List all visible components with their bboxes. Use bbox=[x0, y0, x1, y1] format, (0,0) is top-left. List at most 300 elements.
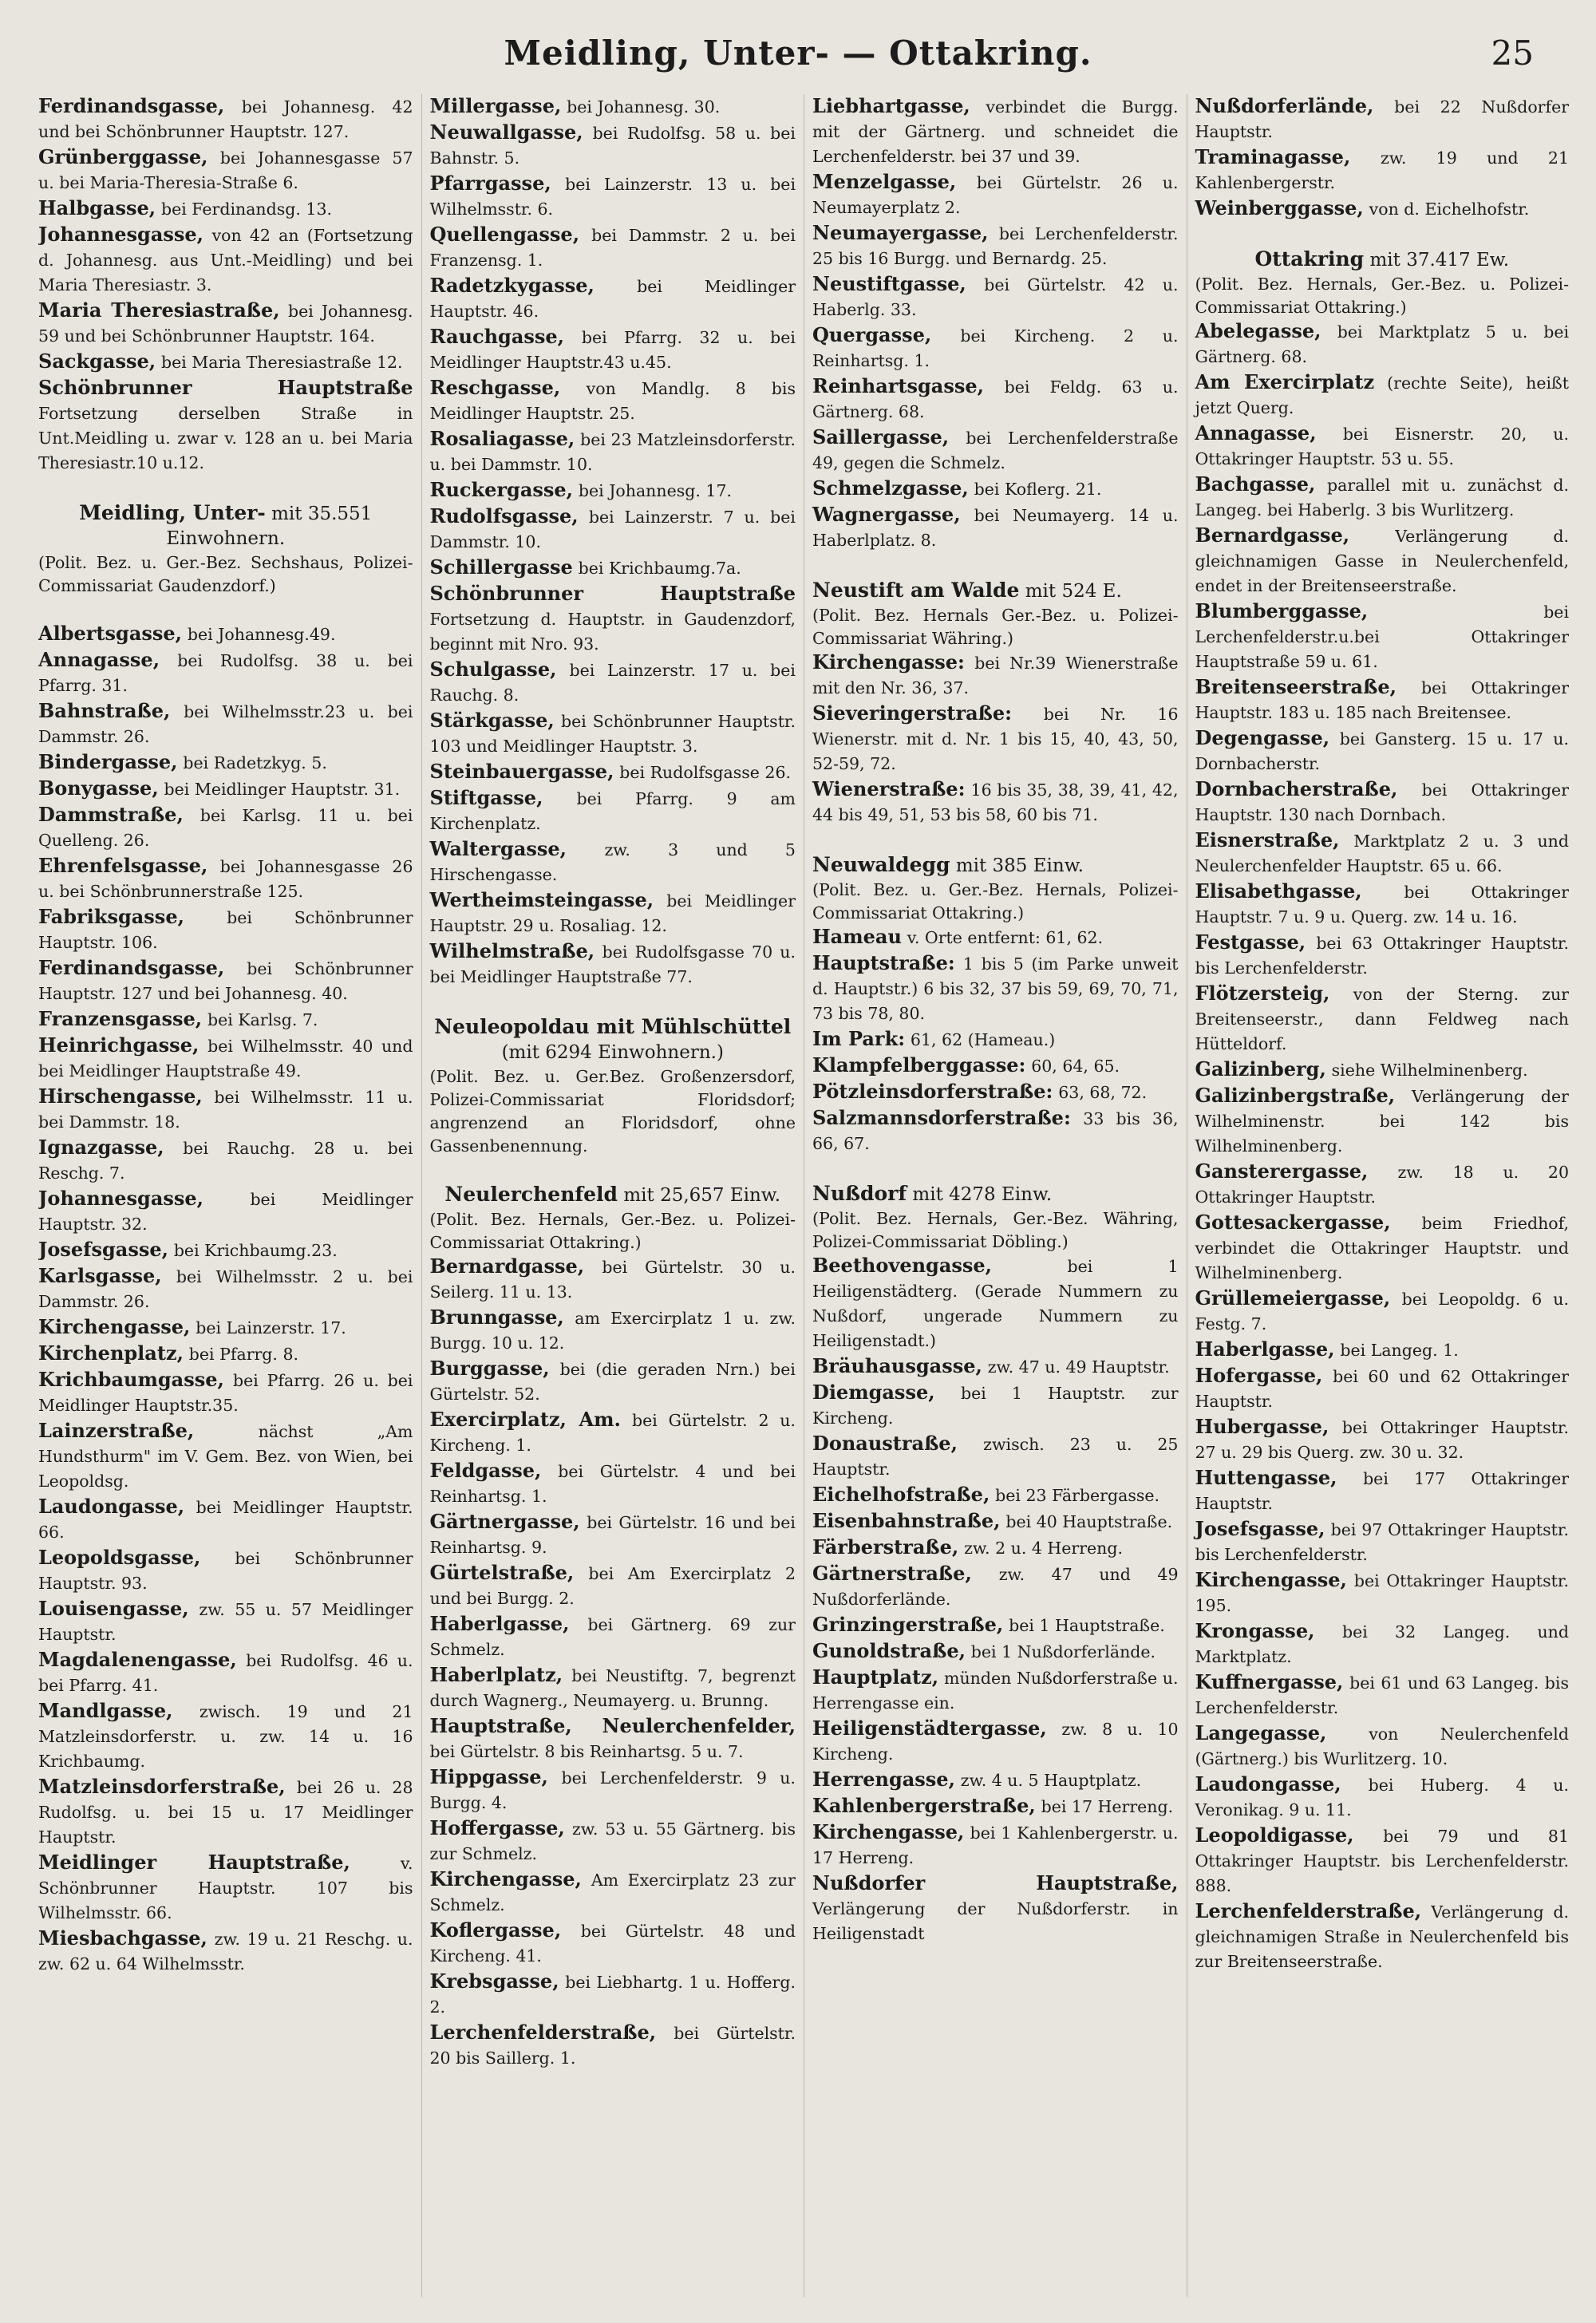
street-entry bbox=[38, 776, 413, 802]
street-entry bbox=[1195, 319, 1570, 369]
street-entry bbox=[812, 1354, 1179, 1380]
street-entry bbox=[430, 1510, 796, 1560]
street-name: Eichelhofstraße, bbox=[812, 1483, 990, 1506]
street-name: Reinhartsgasse, bbox=[812, 374, 985, 397]
street-location: bei Gürtelstr. 30 u. Seilerg. 11 u. 13. bbox=[429, 1258, 796, 1302]
street-name: Hoffergasse, bbox=[429, 1816, 565, 1839]
street-location: bei Schönbrunner Hauptstr. 93. bbox=[38, 1549, 413, 1593]
street-entry bbox=[38, 1546, 413, 1596]
spacer bbox=[812, 554, 1179, 578]
street-name: Stiftgasse, bbox=[429, 786, 543, 809]
street-location: (rechte Seite), heißt jetzt Querg. bbox=[1195, 373, 1569, 417]
street-entry bbox=[38, 1033, 413, 1084]
district-name: Neuwaldegg bbox=[812, 853, 950, 876]
street-name: Hauptplatz, bbox=[812, 1665, 939, 1689]
street-location: Fortsetzung derselben Straße in Unt.Meidling u. zwar v. 128 an u. bei Maria Theresiastr.10 u.12. bbox=[38, 404, 413, 472]
street-name: Brunngasse, bbox=[429, 1306, 564, 1329]
street-name: Lerchenfelderstraße, bbox=[429, 2021, 657, 2044]
street-location: bei (die geraden Nrn.) bei Gürtelstr. 52. bbox=[429, 1360, 796, 1404]
street-location: bei Pfarrg. 8. bbox=[188, 1345, 299, 1364]
street-entry bbox=[38, 1238, 413, 1263]
street-name: Bachgasse, bbox=[1195, 472, 1316, 496]
street-name: Haberlgasse, bbox=[1195, 1337, 1335, 1361]
street-entry bbox=[38, 1648, 413, 1698]
street-entry bbox=[1195, 196, 1570, 222]
street-name: Steinbauergasse, bbox=[429, 760, 614, 783]
street-name: Salzmannsdorferstraße: bbox=[812, 1106, 1071, 1129]
street-entry bbox=[812, 1509, 1179, 1535]
street-entry bbox=[1195, 726, 1570, 776]
street-entry bbox=[430, 888, 796, 938]
street-name: Neuwallgasse, bbox=[429, 120, 583, 144]
street-name: Färberstraße, bbox=[812, 1535, 959, 1559]
page-header bbox=[0, 34, 1596, 81]
street-location: am Exercirplatz 1 u. zw. Burgg. 10 u. 12. bbox=[429, 1309, 796, 1353]
street-location: siehe Wilhelminenberg. bbox=[1331, 1061, 1528, 1080]
street-name: Gürtelstraße, bbox=[429, 1561, 575, 1584]
street-location: bei 1 Heiligenstädterg. (Gerade Nummern zu Nußdorf, ungerade Nummern zu Heiligenstadt.) bbox=[812, 1257, 1179, 1350]
street-entry bbox=[38, 94, 413, 144]
street-location: Verlängerung d. gleichnamigen Gasse in Neulerchenfeld, endet in der Breitenseerstraße. bbox=[1195, 527, 1569, 595]
street-name: Kirchengasse, bbox=[1195, 1568, 1347, 1591]
street-entry bbox=[1195, 1211, 1570, 1286]
street-location: bei Koflerg. 21. bbox=[974, 480, 1102, 499]
street-name: Klampfelberggasse: bbox=[812, 1053, 1026, 1077]
street-entry bbox=[38, 376, 413, 476]
street-name: Gärtnerstraße, bbox=[812, 1562, 972, 1585]
street-entry bbox=[1195, 1517, 1570, 1567]
street-name: Rudolfsgasse, bbox=[429, 504, 579, 527]
street-location: beim Friedhof, verbindet die Ottakringer Hauptstr. und Wilhelminenberg. bbox=[1195, 1214, 1569, 1282]
street-entry bbox=[812, 1053, 1179, 1079]
district-population: mit 4278 Einw. bbox=[912, 1184, 1053, 1205]
street-name: Kirchengasse, bbox=[812, 1820, 965, 1843]
street-location: bei Johannesg. 59 und bei Schönbrunner Hauptstr. 164. bbox=[38, 302, 413, 346]
street-entry bbox=[812, 1106, 1179, 1156]
street-entry bbox=[430, 1867, 796, 1918]
street-location: Fortsetzung d. Hauptstr. in Gaudenzdorf, beginnt mit Nro. 93. bbox=[429, 610, 796, 654]
street-name: Haberlplatz, bbox=[429, 1663, 563, 1686]
street-location: 60, 64, 65. bbox=[1031, 1057, 1120, 1076]
street-name: Wagnergasse, bbox=[812, 503, 961, 526]
street-name: Gunoldstraße, bbox=[812, 1639, 966, 1662]
spacer bbox=[430, 990, 796, 1014]
street-entry bbox=[812, 1483, 1179, 1508]
street-entry bbox=[430, 376, 796, 426]
district-heading bbox=[38, 500, 413, 551]
street-entry bbox=[38, 1699, 413, 1774]
street-location: bei 1 Nußdorferlände. bbox=[970, 1642, 1156, 1661]
street-location: bei Gürtelstr. 4 und bei Reinhartsg. 1. bbox=[429, 1462, 796, 1506]
street-name: Hubergasse, bbox=[1195, 1415, 1329, 1438]
street-entry bbox=[38, 1851, 413, 1926]
street-location: bei Krichbaumg.23. bbox=[173, 1241, 338, 1260]
street-name: Sackgasse, bbox=[38, 350, 156, 373]
district-note: (Polit. Bez. u. Ger.-Bez. Sechshaus, Polizei-Commissariat Gaudenzdorf.) bbox=[38, 553, 413, 595]
street-entry bbox=[1195, 982, 1570, 1057]
street-location: bei Liebhartg. 1 u. Hofferg. 2. bbox=[429, 1973, 796, 2017]
street-entry bbox=[1195, 145, 1570, 196]
street-name: Menzelgasse, bbox=[812, 170, 957, 193]
street-entry bbox=[430, 1357, 796, 1407]
street-location: von Neulerchenfeld (Gärtnerg.) bis Wurlitzerg. 10. bbox=[1195, 1724, 1569, 1768]
street-name: Neustiftgasse, bbox=[812, 272, 966, 295]
street-name: Abelegasse, bbox=[1195, 319, 1321, 342]
street-name: Rosaliagasse, bbox=[429, 427, 575, 450]
street-entry bbox=[38, 145, 413, 196]
street-location: bei Johannesgasse 57 u. bei Maria-Theresia-Straße 6. bbox=[38, 148, 413, 192]
street-entry bbox=[38, 1084, 413, 1135]
street-entry bbox=[1195, 472, 1570, 523]
street-entry bbox=[430, 555, 796, 581]
street-name: Karlsgasse, bbox=[38, 1264, 162, 1287]
street-entry bbox=[430, 939, 796, 990]
street-name: Schulgasse, bbox=[429, 658, 557, 681]
street-location: bei Radetzkyg. 5. bbox=[183, 753, 327, 772]
street-location: bei 1 Hauptstraße. bbox=[1009, 1616, 1165, 1635]
street-location: bei Meidlinger Hauptstr. 66. bbox=[38, 1498, 413, 1542]
street-name: Beethovengasse, bbox=[812, 1254, 993, 1277]
street-entry bbox=[1195, 1619, 1570, 1669]
street-location: bei Gürtelstr. 42 u. Haberlg. 33. bbox=[812, 275, 1179, 319]
street-name: Albertsgasse, bbox=[38, 622, 183, 645]
street-name: Heiligenstädtergasse, bbox=[812, 1717, 1047, 1740]
street-name: Matzleinsdorferstraße, bbox=[38, 1775, 286, 1798]
street-location: bei Rudolfsg. 46 u. bei Pfarrg. 41. bbox=[38, 1651, 413, 1695]
street-name: Millergasse, bbox=[429, 94, 562, 117]
street-entry bbox=[38, 854, 413, 904]
street-location: bei Maria Theresiastraße 12. bbox=[160, 353, 403, 372]
street-entry bbox=[430, 1408, 796, 1458]
street-location: bei Gürtelstr. 2 u. Kircheng. 1. bbox=[429, 1411, 796, 1455]
street-location: bei Gürtelstr. 48 und Kircheng. 41. bbox=[429, 1922, 796, 1965]
street-entry bbox=[812, 272, 1179, 322]
street-name: Grünberggasse, bbox=[38, 145, 208, 168]
street-location: bei Ottakringer Hauptstr. 195. bbox=[1195, 1571, 1569, 1615]
street-entry bbox=[1195, 1286, 1570, 1337]
street-name: Burggasse, bbox=[429, 1357, 550, 1380]
street-location: bei Johannesg. 17. bbox=[578, 481, 733, 500]
street-location: bei Schönbrunner Hauptstr. 127 und bei Johannesg. 40. bbox=[38, 959, 413, 1003]
district-heading bbox=[812, 852, 1179, 879]
district-heading bbox=[1195, 247, 1570, 273]
street-name: Schmelzgasse, bbox=[812, 476, 969, 500]
street-location: bei Pfarrg. 32 u. bei Meidlinger Hauptstr.43 u.45. bbox=[429, 328, 796, 372]
street-location: bei Neustiftg. 7, begrenzt durch Wagnerg., Neumayerg. u. Brunng. bbox=[429, 1666, 796, 1710]
street-location: bei 40 Hauptstraße. bbox=[1005, 1512, 1173, 1531]
street-entry bbox=[1195, 1899, 1570, 1974]
street-location: zw. 47 u. 49 Hauptstr. bbox=[987, 1357, 1170, 1377]
street-entry bbox=[1195, 828, 1570, 879]
street-name: Krongasse, bbox=[1195, 1619, 1315, 1642]
street-location: bei Gärtnerg. 69 zur Schmelz. bbox=[429, 1615, 796, 1659]
street-name: Johannesgasse, bbox=[38, 223, 204, 246]
street-entry bbox=[38, 1187, 413, 1237]
street-entry bbox=[812, 1794, 1179, 1819]
street-entry bbox=[812, 1562, 1179, 1612]
street-location: bei Ottakringer Hauptstr. 130 nach Dornbach. bbox=[1195, 780, 1569, 824]
street-name: Hirschengasse, bbox=[38, 1084, 203, 1108]
street-name: Huttengasse, bbox=[1195, 1466, 1337, 1489]
street-entry bbox=[38, 1315, 413, 1341]
street-location: bei Pfarrg. 9 am Kirchenplatz. bbox=[429, 789, 796, 833]
street-name: Nußdorfer Hauptstraße, bbox=[812, 1871, 1179, 1894]
street-entry bbox=[430, 837, 796, 887]
street-entry bbox=[430, 1306, 796, 1356]
street-location: bei Lainzerstr. 17. bbox=[196, 1318, 346, 1337]
street-location: zw. 53 u. 55 Gärtnerg. bis zur Schmelz. bbox=[429, 1819, 796, 1863]
street-location: bei Nr.39 Wienerstraße mit den Nr. 36, 37. bbox=[812, 654, 1179, 697]
street-entry bbox=[812, 1613, 1179, 1638]
street-name: Traminagasse, bbox=[1195, 145, 1351, 168]
street-name: Heinrichgasse, bbox=[38, 1033, 200, 1057]
street-name: Galizinberg, bbox=[1195, 1057, 1326, 1081]
street-name: Radetzkygasse, bbox=[429, 274, 595, 297]
street-entry bbox=[430, 1254, 796, 1305]
street-entry bbox=[430, 1918, 796, 1969]
district-name: Neustift am Walde bbox=[812, 579, 1020, 602]
street-location: zw. 19 u. 21 Reschg. u. zw. 62 u. 64 Wilhelmsstr. bbox=[38, 1930, 413, 1973]
street-entry bbox=[38, 1007, 413, 1033]
street-name: Lerchenfelderstraße, bbox=[1195, 1899, 1422, 1922]
street-location: bei Ottakringer Hauptstr. 183 u. 185 nach Breitensee. bbox=[1195, 678, 1569, 722]
district-heading bbox=[812, 1181, 1179, 1207]
street-entry bbox=[1195, 1823, 1570, 1898]
street-name: Weinberggasse, bbox=[1195, 196, 1364, 219]
street-entry bbox=[812, 1871, 1179, 1946]
street-entry bbox=[38, 905, 413, 955]
district-population: mit 25,657 Einw. bbox=[623, 1185, 781, 1206]
street-name: Meidlinger Hauptstraße, bbox=[38, 1851, 350, 1874]
street-entry bbox=[812, 503, 1179, 553]
street-entry bbox=[38, 196, 413, 222]
spacer bbox=[38, 476, 413, 500]
street-location: v. Orte entfernt: 61, 62. bbox=[907, 928, 1104, 947]
street-name: Krebsgasse, bbox=[429, 1969, 559, 1993]
street-name: Pötzleinsdorferstraße: bbox=[812, 1080, 1053, 1103]
street-location: bei Langeg. 1. bbox=[1340, 1341, 1459, 1360]
street-location: bei Johannesgasse 26 u. bei Schönbrunnerstraße 125. bbox=[38, 857, 413, 901]
street-name: Rauchgasse, bbox=[429, 325, 565, 348]
street-location: zw. 4 u. 5 Hauptplatz. bbox=[960, 1771, 1142, 1790]
street-name: Franzensgasse, bbox=[38, 1007, 203, 1030]
street-name: Wienerstraße: bbox=[812, 777, 966, 800]
street-name: Degengasse, bbox=[1195, 726, 1330, 749]
street-name: Laudongasse, bbox=[38, 1495, 185, 1518]
street-name: Gansterergasse, bbox=[1195, 1160, 1369, 1183]
street-name: Quellengasse, bbox=[429, 223, 580, 246]
street-entry bbox=[38, 699, 413, 749]
street-name: Am Exercirplatz bbox=[1195, 370, 1375, 393]
street-location: bei Schönbrunner Hauptstr. 106. bbox=[38, 908, 413, 952]
district-note: (Polit. Bez. Hernals Ger.-Bez. u. Polizei-Commissariat Währing.) bbox=[812, 606, 1179, 648]
street-entry bbox=[38, 648, 413, 698]
street-entry bbox=[1195, 523, 1570, 599]
street-location: zw. 47 und 49 Nußdorferlände. bbox=[812, 1565, 1179, 1609]
street-location: münden Nußdorferstraße u. Herrengasse ein. bbox=[812, 1669, 1179, 1713]
street-location: parallel mit u. zunächst d. Langeg. bei Haberlg. 3 bis Wurlitzerg. bbox=[1195, 476, 1569, 520]
street-name: Dammstraße, bbox=[38, 803, 184, 826]
street-name: Bernardgasse, bbox=[1195, 523, 1350, 547]
street-entry bbox=[38, 1775, 413, 1850]
street-name: Eisenbahnstraße, bbox=[812, 1509, 1001, 1532]
street-location: bei 177 Ottakringer Hauptstr. bbox=[1195, 1469, 1569, 1513]
street-location: Am Exercirplatz 23 zur Schmelz. bbox=[429, 1871, 796, 1914]
street-entry bbox=[38, 298, 413, 349]
street-location: bei 26 u. 28 Rudolfsg. u. bei 15 u. 17 Meidlinger Hauptstr. bbox=[38, 1778, 413, 1847]
spacer bbox=[812, 828, 1179, 852]
street-name: Hameau bbox=[812, 925, 902, 948]
street-entry bbox=[38, 1926, 413, 1977]
street-name: Eisnerstraße, bbox=[1195, 828, 1340, 851]
street-name: Haberlgasse, bbox=[429, 1612, 570, 1635]
street-location: v. Schönbrunner Hauptstr. 107 bis Wilhelmsstr. 66. bbox=[38, 1854, 413, 1922]
street-location: 33 bis 36, 66, 67. bbox=[812, 1109, 1179, 1153]
street-location: Verlängerung d. gleichnamigen Straße in Neulerchenfeld bis zur Breitenseerstraße. bbox=[1195, 1902, 1569, 1971]
street-name: Kirchengasse: bbox=[812, 650, 965, 674]
street-location: bei 1 Hauptstr. zur Kircheng. bbox=[812, 1384, 1179, 1428]
street-name: Elisabethgasse, bbox=[1195, 879, 1362, 903]
street-name: Festgasse, bbox=[1195, 930, 1306, 954]
street-name: Miesbachgasse, bbox=[38, 1926, 207, 1950]
street-entry bbox=[38, 223, 413, 298]
page-title: Meidling, Unter- — Ottakring. bbox=[504, 34, 1092, 73]
street-entry bbox=[812, 951, 1179, 1026]
street-location: bei Neumayerg. 14 u. Haberlplatz. 8. bbox=[812, 506, 1179, 550]
street-location: bei 97 Ottakringer Hauptstr. bis Lerchenfelderstr. bbox=[1195, 1520, 1569, 1564]
column-4 bbox=[1187, 94, 1570, 2297]
street-location: bei Gürtelstr. 16 und bei Reinhartsg. 9. bbox=[429, 1513, 796, 1557]
street-entry bbox=[1195, 1415, 1570, 1465]
street-location: bei Meidlinger Hauptstr. 32. bbox=[38, 1190, 413, 1234]
street-entry bbox=[430, 2021, 796, 2071]
street-entry bbox=[430, 223, 796, 273]
street-location: 61, 62 (Hameau.) bbox=[910, 1030, 1056, 1049]
street-entry bbox=[812, 1639, 1179, 1665]
street-entry bbox=[1195, 421, 1570, 472]
street-entry bbox=[38, 956, 413, 1006]
street-entry bbox=[430, 1612, 796, 1662]
street-name: Sieveringerstraße: bbox=[812, 701, 1012, 725]
street-entry bbox=[812, 1381, 1179, 1431]
street-name: Hippgasse, bbox=[429, 1765, 548, 1788]
street-name: Josefsgasse, bbox=[38, 1238, 168, 1261]
column-1 bbox=[38, 94, 421, 2297]
street-name: Galizinbergstraße, bbox=[1195, 1084, 1396, 1107]
street-location: bei Lainzerstr. 17 u. bei Rauchg. 8. bbox=[429, 661, 796, 705]
street-name: Neumayergasse, bbox=[812, 221, 989, 244]
street-location: bei Karlsg. 11 u. bei Quelleng. 26. bbox=[38, 806, 413, 850]
page-number: 25 bbox=[1491, 34, 1534, 73]
street-location: bei 32 Langeg. und Marktplatz. bbox=[1195, 1622, 1569, 1666]
street-name: Ruckergasse, bbox=[429, 478, 574, 501]
street-name: Schönbrunner Hauptstraße bbox=[38, 376, 413, 399]
street-entry bbox=[1195, 1568, 1570, 1618]
street-entry bbox=[38, 1341, 413, 1367]
street-entry bbox=[812, 650, 1179, 701]
street-name: Fabriksgasse, bbox=[38, 905, 184, 928]
district-population: mit 385 Einw. bbox=[955, 855, 1084, 876]
district-population: mit 35.551 Einwohnern. bbox=[166, 504, 373, 549]
street-entry bbox=[38, 1264, 413, 1314]
street-entry bbox=[1195, 1160, 1570, 1210]
street-name: Maria Theresiastraße, bbox=[38, 298, 280, 322]
street-location: bei 17 Herreng. bbox=[1041, 1797, 1174, 1816]
spacer bbox=[1195, 223, 1570, 247]
street-name: Bindergasse, bbox=[38, 750, 178, 773]
street-name: Quergasse, bbox=[812, 323, 932, 346]
street-location: von d. Eichelhofstr. bbox=[1369, 200, 1530, 219]
street-entry bbox=[430, 1663, 796, 1713]
street-entry bbox=[812, 1254, 1179, 1353]
street-name: Liebhartgasse, bbox=[812, 94, 970, 117]
district-note: (Polit. Bez. Hernals, Ger.-Bez. u. Polizei-Commissariat Ottakring.) bbox=[429, 1210, 796, 1252]
street-location: bei Johannesg. 42 und bei Schönbrunner Hauptstr. 127. bbox=[38, 97, 413, 141]
street-entry bbox=[812, 1080, 1179, 1105]
street-location: bei Wilhelmsstr. 11 u. bei Dammstr. 18. bbox=[38, 1088, 413, 1132]
district-name: Neuleopoldau mit Mühlschüttel bbox=[434, 1015, 792, 1038]
street-location: bei Lerchenfelderstr. 9 u. Burgg. 4. bbox=[429, 1768, 796, 1812]
street-location: bei 1 Kahlenbergerstr. u. 17 Herreng. bbox=[812, 1823, 1179, 1867]
street-location: bei Gürtelstr. 26 u. Neumayerplatz 2. bbox=[812, 173, 1179, 217]
street-location: von der Sterng. zur Breitenseerstr., dann Feldweg nach Hütteldorf. bbox=[1195, 985, 1569, 1053]
district-population: mit 524 E. bbox=[1025, 581, 1122, 602]
street-location: bei Meidlinger Hauptstr. 29 u. Rosaliag. 12. bbox=[429, 891, 796, 935]
street-name: Gottesackergasse, bbox=[1195, 1211, 1391, 1234]
street-entry bbox=[430, 1969, 796, 2020]
street-name: Ehrenfelsgasse, bbox=[38, 854, 208, 877]
district-note: (Polit. Bez. Hernals, Ger.-Bez. Währing, Polizei-Commissariat Döbling.) bbox=[812, 1209, 1179, 1251]
street-location: zw. 3 und 5 Hirschengasse. bbox=[429, 840, 796, 884]
street-location: zw. 8 u. 10 Kircheng. bbox=[812, 1720, 1179, 1764]
street-name: Wertheimsteingasse, bbox=[429, 888, 654, 911]
spacer bbox=[812, 1157, 1179, 1181]
street-name: Halbgasse, bbox=[38, 196, 156, 219]
street-name: Wilhelmstraße, bbox=[429, 939, 595, 962]
street-entry bbox=[38, 1136, 413, 1186]
street-entry bbox=[38, 622, 413, 647]
street-entry bbox=[38, 1419, 413, 1494]
street-location: bei Leopoldg. 6 u. Festg. 7. bbox=[1195, 1290, 1569, 1333]
street-entry bbox=[1195, 370, 1570, 421]
street-location: bei Schönbrunner Hauptstr. 103 und Meidlinger Hauptstr. 3. bbox=[429, 712, 796, 756]
street-entry bbox=[1195, 599, 1570, 674]
street-name: Herrengasse, bbox=[812, 1768, 955, 1791]
street-entry bbox=[812, 1535, 1179, 1561]
column-2 bbox=[421, 94, 804, 2297]
street-entry bbox=[430, 1816, 796, 1867]
street-name: Johannesgasse, bbox=[38, 1187, 204, 1210]
street-location: bei Kircheng. 2 u. Reinhartsg. 1. bbox=[812, 326, 1179, 370]
street-name: Mandlgasse, bbox=[38, 1699, 173, 1722]
street-location: bei Lainzerstr. 13 u. bei Wilhelmsstr. 6. bbox=[429, 175, 796, 219]
street-location: zw. 19 und 21 Kahlenbergerstr. bbox=[1195, 148, 1569, 192]
street-location: bei Dammstr. 2 u. bei Franzensg. 1. bbox=[429, 226, 796, 270]
street-location: bei Ottakringer Hauptstr. 7 u. 9 u. Querg. zw. 14 u. 16. bbox=[1195, 883, 1569, 926]
street-name: Koflergasse, bbox=[429, 1918, 562, 1942]
street-location: bei Krichbaumg.7a. bbox=[578, 559, 741, 578]
street-location: bei 61 und 63 Langeg. bis Lerchenfelderstr. bbox=[1195, 1673, 1569, 1717]
street-entry bbox=[812, 1027, 1179, 1053]
street-location: bei 23 Matzleinsdorferstr. u. bei Dammstr. 10. bbox=[429, 430, 796, 474]
street-entry bbox=[430, 325, 796, 375]
street-entry bbox=[430, 786, 796, 836]
street-name: Bernardgasse, bbox=[429, 1254, 585, 1278]
street-entry bbox=[1195, 879, 1570, 930]
street-location: bei Rudolfsgasse 70 u. bei Meidlinger Hauptstraße 77. bbox=[429, 942, 796, 986]
street-entry bbox=[1195, 94, 1570, 144]
street-entry bbox=[38, 350, 413, 375]
